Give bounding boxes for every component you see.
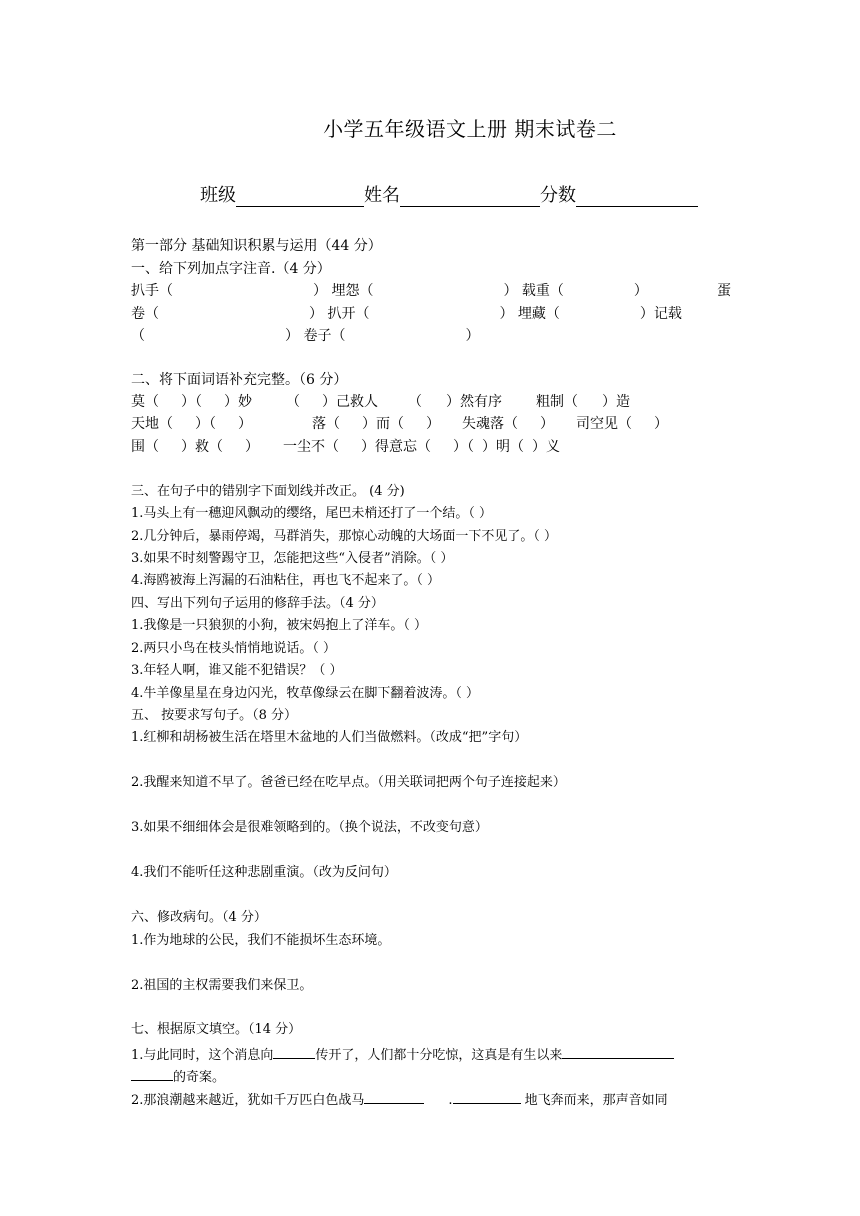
part-heading: 第一部分 基础知识积累与运用（44 分）: [131, 238, 382, 254]
q1-item: ）记载: [639, 306, 682, 322]
fill-blank[interactable]: [562, 1044, 674, 1059]
student-info-row: [200, 181, 698, 207]
q7-item-2: [131, 1089, 668, 1110]
q2-item: ）（: [181, 394, 202, 410]
class-blank[interactable]: [236, 188, 364, 207]
q1-item: 扒手（: [131, 283, 173, 299]
q3-item: 3.如果不时刻警踢守卫，怎能把这些“入侵者”消除。（ ）: [131, 551, 454, 566]
q2-heading: 二、将下面词语补充完整。（6 分）: [131, 372, 348, 388]
fill-blank[interactable]: [273, 1044, 315, 1059]
q2-item: 司空见（: [576, 416, 632, 432]
q1-item: ） 埋怨（: [313, 283, 374, 299]
q2-item: ）救（: [181, 439, 223, 455]
q1-heading: 一、给下列加点字注音.（4 分）: [131, 261, 331, 277]
q6-heading: 六、修改病句。（4 分）: [131, 910, 267, 925]
q2-item: ）得意忘（: [361, 439, 431, 455]
q1-item: ） 扒开（: [309, 306, 370, 322]
q1-item: ） 载重（: [503, 283, 564, 299]
q7-item-1: [131, 1044, 674, 1065]
q5-item: 3.如果不细细体会是很难领略到的。（换个说法，不改变句意）: [131, 820, 488, 835]
q7-heading: 七、根据原文填空。（14 分）: [131, 1022, 302, 1037]
q1-item: ）: [465, 328, 480, 344]
class-label: 班级: [200, 185, 236, 206]
q1-item: ） 卷子（: [285, 328, 346, 344]
q2-item: ）（: [453, 439, 474, 455]
q2-item: 天地（: [131, 416, 173, 432]
q3-item: 2.几分钟后，暴雨停竭，马群消失，那惊心动魄的大场面一下不见了。（ ）: [131, 529, 558, 544]
q4-item: 2.两只小鸟在枝头悄悄地说话。（ ）: [131, 641, 337, 656]
q5-heading: 五、 按要求写句子。（8 分）: [131, 708, 298, 723]
q2-item: 莫（: [131, 394, 159, 410]
q5-item: 2.我醒来知道不早了。爸爸已经在吃早点。（用关联词把两个句子连接起来）: [131, 775, 566, 790]
name-label: 姓名: [364, 185, 400, 206]
q2-item: 粗制（: [536, 394, 578, 410]
q2-row-3: [131, 438, 731, 456]
q2-item: 围（: [131, 439, 159, 455]
q2-item: ）: [238, 416, 252, 432]
q2-item: 落（: [312, 416, 340, 432]
q2-item: ）义: [532, 439, 560, 455]
fill-blank[interactable]: [364, 1089, 424, 1104]
q2-item: ）: [426, 416, 440, 432]
q7-item-1-cont: [131, 1066, 225, 1087]
q2-item: ）（: [195, 416, 216, 432]
q2-item: ）而（: [362, 416, 404, 432]
q2-item: ）然有序: [446, 394, 502, 410]
q3-heading: 三、在句子中的错别字下面划线并改正。 (4 分): [131, 484, 405, 499]
q7-text: 传开了，人们都十分吃惊，这真是有生以来: [315, 1048, 563, 1063]
q5-item: 1.红柳和胡杨被生活在塔里木盆地的人们当做燃料。（改成“把”字句）: [131, 730, 528, 745]
q1-item: 蛋: [717, 283, 731, 299]
q2-item: ）妙: [224, 394, 252, 410]
q4-item: 1.我像是一只狼狈的小狗，被宋妈抱上了洋车。（ ）: [131, 618, 428, 633]
q4-heading: 四、写出下列句子运用的修辞手法。（4 分）: [131, 596, 384, 611]
q7-text: 1.与此同时，这个消息向: [131, 1048, 274, 1063]
q1-item: ） 埋藏（: [499, 306, 560, 322]
q2-item: （: [408, 394, 422, 410]
q7-text: 的奇案。: [173, 1070, 226, 1085]
q2-item: ）: [540, 416, 554, 432]
q1-row-1: [131, 282, 731, 300]
q2-item: ）明（: [482, 439, 524, 455]
q7-text: 2.那浪潮越来越近，犹如千万匹白色战马: [131, 1093, 365, 1108]
q6-item: 2.祖国的主权需要我们来保卫。: [131, 978, 313, 993]
q2-item: ）造: [602, 394, 630, 410]
page-title: 小学五年级语文上册 期末试卷二: [323, 117, 617, 141]
score-blank[interactable]: [576, 188, 698, 207]
q2-item: ）己救人: [322, 394, 378, 410]
q2-item: ）: [245, 439, 259, 455]
q1-item: ）: [633, 283, 648, 299]
q2-item: ）: [654, 416, 668, 432]
q6-item: 1.作为地球的公民，我们不能损坏生态环境。: [131, 933, 391, 948]
q5-item: 4.我们不能听任这种悲剧重演。（改为反问句）: [131, 865, 397, 880]
q2-item: 失魂落（: [462, 416, 518, 432]
q4-item: 3.年轻人啊，谁又能不犯错误？（ ）: [131, 663, 343, 678]
q2-row-2: [131, 415, 731, 433]
q4-item: 4.牛羊像星星在身边闪光，牧草像绿云在脚下翻着波涛。（ ）: [131, 686, 480, 701]
fill-blank[interactable]: [453, 1089, 521, 1104]
q2-item: 一尘不（: [283, 439, 339, 455]
q2-item: （: [286, 394, 300, 410]
score-label: 分数: [540, 185, 576, 206]
fill-blank[interactable]: [131, 1066, 173, 1081]
q1-row-3: [131, 327, 731, 345]
q3-item: 1.马头上有一穗迎风飘动的缨络，尾巴未梢还打了一个结。（ ）: [131, 506, 493, 521]
q7-text: 地飞奔而来，那声音如同: [520, 1093, 668, 1108]
q2-row-1: [131, 393, 731, 411]
q1-row-2: [131, 305, 731, 323]
q1-item: 卷（: [131, 306, 159, 322]
q3-item: 4.海鸥被海上泻漏的石油粘住，再也飞不起来了。（ ）: [131, 573, 441, 588]
q7-text: .: [448, 1093, 453, 1108]
q1-item: （: [131, 328, 145, 344]
name-blank[interactable]: [400, 188, 540, 207]
